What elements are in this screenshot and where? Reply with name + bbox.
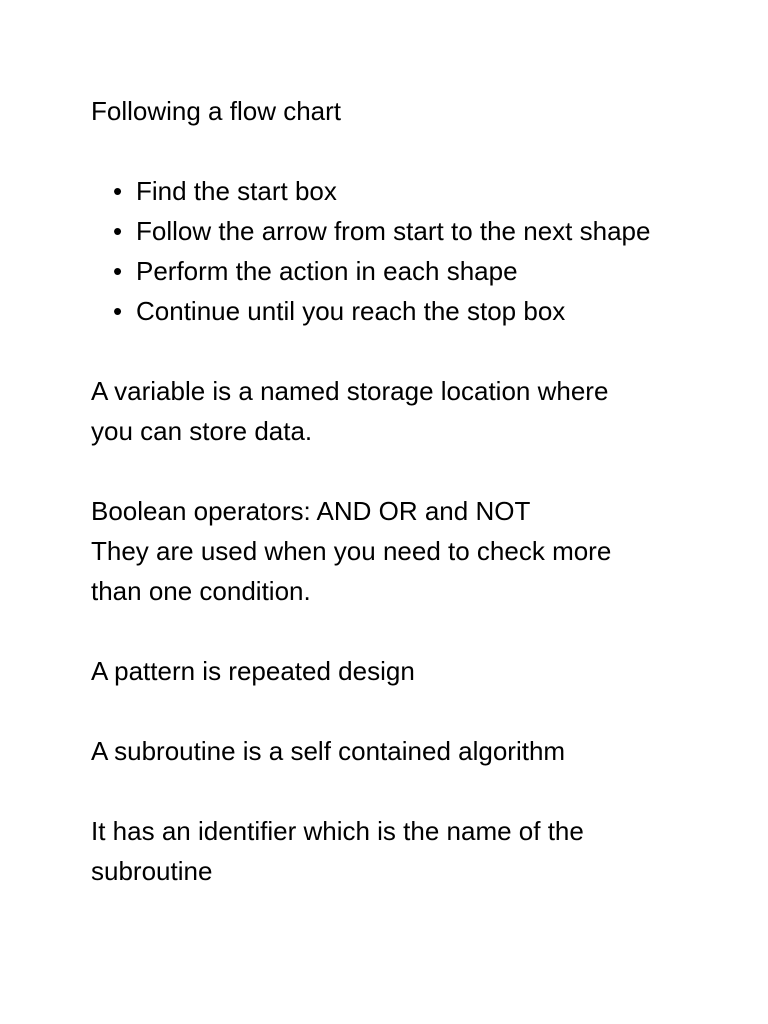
bullet-icon: • bbox=[113, 176, 123, 206]
spacer bbox=[91, 451, 691, 491]
list-item-text: Perform the action in each shape bbox=[136, 256, 518, 286]
list-item bbox=[91, 291, 691, 331]
list-item bbox=[91, 251, 691, 291]
list-item-text: Find the start box bbox=[136, 176, 337, 206]
spacer bbox=[91, 771, 691, 811]
variable-definition-line-2: you can store data. bbox=[91, 416, 313, 446]
boolean-usage-line-1: They are used when you need to check more bbox=[91, 536, 612, 566]
bullet-icon: • bbox=[113, 256, 123, 286]
pattern-definition: A pattern is repeated design bbox=[91, 656, 415, 686]
spacer bbox=[91, 611, 691, 651]
boolean-operators-line: Boolean operators: AND OR and NOT bbox=[91, 496, 531, 526]
list-item bbox=[91, 171, 691, 211]
identifier-line-2: subroutine bbox=[91, 856, 213, 886]
flow-chart-steps-list bbox=[91, 171, 691, 331]
spacer bbox=[91, 331, 691, 371]
boolean-usage-line-2: than one condition. bbox=[91, 576, 311, 606]
identifier-line-1: It has an identifier which is the name of the bbox=[91, 816, 584, 846]
list-item-text: Continue until you reach the stop box bbox=[136, 296, 566, 326]
bullet-icon: • bbox=[113, 296, 123, 326]
spacer bbox=[91, 131, 691, 171]
spacer bbox=[91, 691, 691, 731]
list-item bbox=[91, 211, 691, 251]
variable-definition-line-1: A variable is a named storage location where bbox=[91, 376, 609, 406]
document-page bbox=[91, 91, 691, 891]
heading-flow-chart: Following a flow chart bbox=[91, 96, 341, 126]
subroutine-definition: A subroutine is a self contained algorithm bbox=[91, 736, 566, 766]
bullet-icon: • bbox=[113, 216, 123, 246]
list-item-text: Follow the arrow from start to the next shape bbox=[136, 216, 651, 246]
